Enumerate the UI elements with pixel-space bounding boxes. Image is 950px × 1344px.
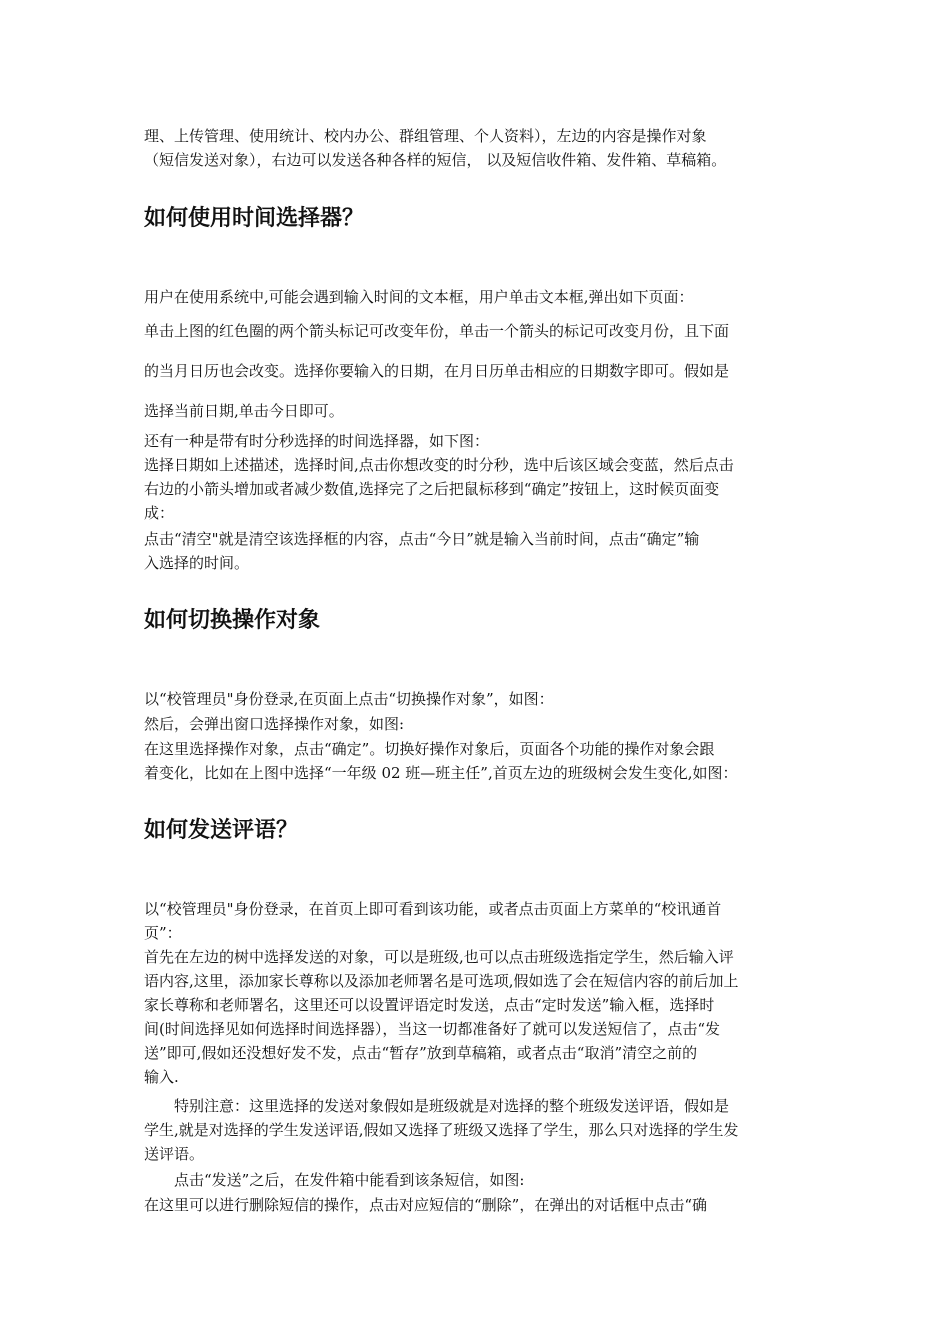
text-line: 在这里选择操作对象，点击“确定”。切换好操作对象后，页面各个功能的操作对象会跟 (144, 740, 715, 758)
paragraph: 点击“发送”之后，在发件箱中能看到该条短信，如图: (174, 1171, 525, 1189)
text-line: 成： (144, 504, 175, 522)
text-line: 理、上传管理、使用统计、校内办公、群组管理、个人资料），左边的内容是操作对象 (144, 127, 707, 145)
paragraph (144, 527, 814, 575)
paragraph: 以“校管理员"身份登录,在页面上点击“切换操作对象”，如图： (144, 690, 554, 708)
text-line: 特别注意：这里选择的发送对象假如是班级就是对选择的整个班级发送评语，假如是 (174, 1097, 730, 1115)
section-heading-time-picker: 如何使用时间选择器？ (144, 206, 365, 231)
text-line: 输入. (144, 1068, 179, 1086)
paragraph (144, 1094, 814, 1166)
paragraph: 在这里可以进行删除短信的操作，点击对应短信的“删除”，在弹出的对话框中点击“确 (144, 1196, 708, 1214)
text-line: 单击上图的红色圈的两个箭头标记可改变年份，单击一个箭头的标记可改变月份，且下面 (144, 322, 730, 340)
text-line: 页”： (144, 924, 182, 942)
text-line: 家长尊称和老师署名，这里还可以设置评语定时发送，点击“定时发送”输入框，选择时 (144, 996, 715, 1014)
paragraph (144, 737, 814, 785)
text-line: 选择当前日期,单击今日即可。 (144, 402, 344, 420)
paragraph: 还有一种是带有时分秒选择的时间选择器，如下图： (144, 432, 490, 450)
text-line: （短信发送对象），右边可以发送各种各样的短信， 以及短信收件箱、发件箱、草稿箱。 (144, 151, 727, 169)
paragraph (144, 897, 814, 945)
text-line: 点击“清空"就是清空该选择框的内容，点击“今日”就是输入当前时间，点击“确定”输 (144, 530, 700, 548)
paragraph (144, 945, 814, 1089)
text-line: 右边的小箭头增加或者减少数值,选择完了之后把鼠标移到“确定”按钮上，这时候页面变 (144, 480, 720, 498)
text-line: 学生,就是对选择的学生发送评语,假如又选择了班级又选择了学生，那么只对选择的学生发 (144, 1121, 739, 1139)
text-line: 着变化，比如在上图中选择“一年级 02 班—班主任”,首页左边的班级树会发生变化,如图： (144, 764, 738, 782)
text-line: 送”即可,假如还没想好发不发，点击“暂存”放到草稿箱，或者点击“取消”清空之前的 (144, 1044, 698, 1062)
text-line: 入选择的时间。 (144, 554, 250, 572)
text-line: 以“校管理员"身份登录，在首页上即可看到该功能，或者点击页面上方菜单的“校讯通首 (144, 900, 722, 918)
paragraph (144, 453, 814, 525)
paragraph (144, 311, 814, 431)
text-line: 送评语。 (144, 1145, 205, 1163)
paragraph: 用户在使用系统中,可能会遇到输入时间的文本框，用户单击文本框,弹出如下页面： (144, 288, 694, 306)
intro-paragraph (144, 124, 814, 172)
section-heading-switch-target: 如何切换操作对象 (144, 608, 321, 633)
text-line: 的当月日历也会改变。选择你要输入的日期，在月日历单击相应的日期数字即可。假如是 (144, 362, 730, 380)
text-line: 首先在左边的树中选择发送的对象，可以是班级,也可以点击班级选指定学生，然后输入评 (144, 948, 734, 966)
section-heading-send-comment: 如何发送评语？ (144, 818, 299, 843)
text-line: 语内容,这里，添加家长尊称以及添加老师署名是可选项,假如选了会在短信内容的前后加上 (144, 972, 739, 990)
text-line: 选择日期如上述描述，选择时间,点击你想改变的时分秒，选中后该区域会变蓝，然后点击 (144, 456, 734, 474)
paragraph: 然后，会弹出窗口选择操作对象，如图: (144, 715, 405, 733)
text-line: 间(时间选择见如何选择时间选择器），当这一切都准备好了就可以发送短信了，点击“发 (144, 1020, 721, 1038)
